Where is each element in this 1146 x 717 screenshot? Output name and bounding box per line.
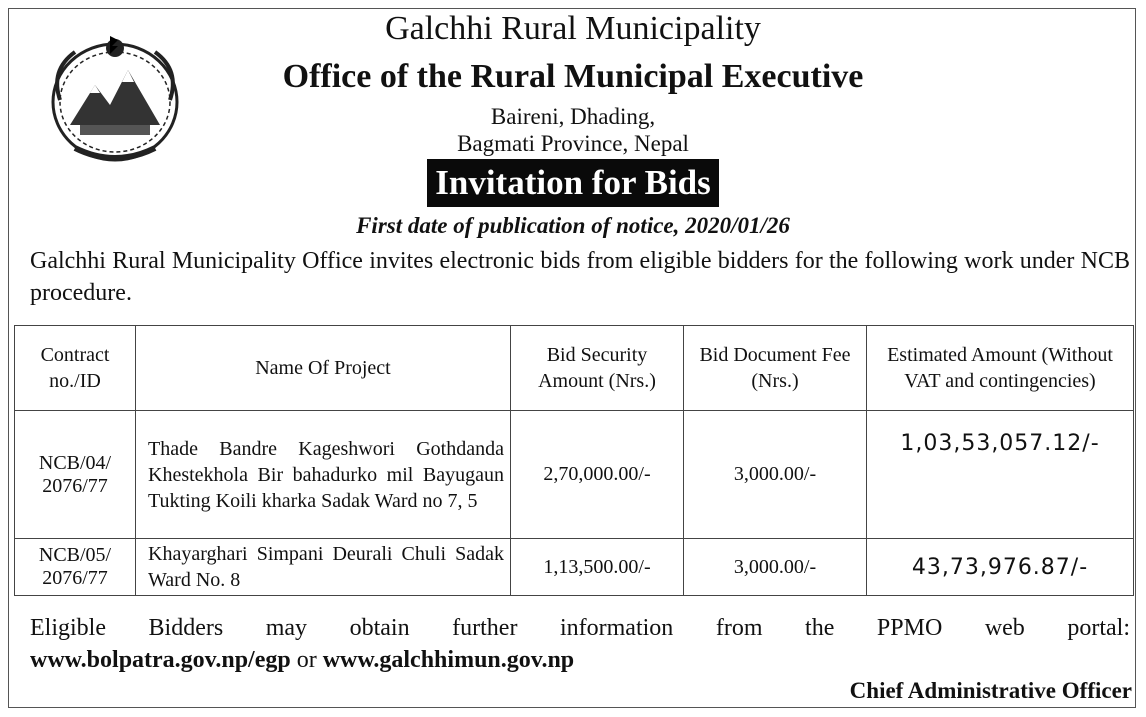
project-name: Khayarghari Simpani Deurali Chuli Sadak Ward No. 8 — [136, 539, 511, 596]
link-connector: or — [296, 647, 317, 673]
bid-security: 1,13,500.00/- — [511, 539, 684, 596]
header-security: Bid Security Amount (Nrs.) — [511, 326, 684, 411]
project-name: Thade Bandre Kageshwori Gothdanda Khestekhola Bir bahadurko mil Bayugaun Tukting Koili kharka Sadak Ward no 7, 5 — [136, 411, 511, 539]
header-project: Name Of Project — [136, 326, 511, 411]
link-bolpatra[interactable]: www.bolpatra.gov.np/egp — [30, 647, 291, 673]
address-line-1: Baireni, Dhading, — [490, 104, 656, 129]
bids-table — [14, 325, 1134, 596]
signer-title: Chief Administrative Officer — [849, 678, 1132, 703]
document-fee: 3,000.00/- — [684, 411, 867, 539]
title-banner — [0, 159, 1146, 207]
contract-id: NCB/04/ 2076/77 — [15, 411, 136, 539]
estimated-amount: 43,73,976.87/- — [867, 539, 1134, 596]
address-line-2: Bagmati Province, Nepal — [457, 131, 689, 156]
municipality-name: Galchhi Rural Municipality — [385, 10, 761, 47]
link-galchhimun[interactable]: www.galchhimun.gov.np — [322, 647, 575, 673]
footer-info: Eligible Bidders may obtain further information from the PPMO web portal: — [30, 615, 1130, 641]
intro-paragraph: Galchhi Rural Municipality Office invites electronic bids from eligible bidders for the following work under NCB procedure. — [30, 248, 1130, 306]
table-header-row — [15, 326, 1134, 411]
publication-date: First date of publication of notice, 2020/01/26 — [356, 213, 790, 238]
bid-security: 2,70,000.00/- — [511, 411, 684, 539]
document-fee: 3,000.00/- — [684, 539, 867, 596]
office-name: Office of the Rural Municipal Executive — [282, 58, 864, 95]
header-fee: Bid Document Fee (Nrs.) — [684, 326, 867, 411]
header-estimate: Estimated Amount (Without VAT and contingencies) — [867, 326, 1134, 411]
contract-id: NCB/05/ 2076/77 — [15, 539, 136, 596]
table-row — [15, 539, 1134, 596]
header-contract: Contract no./ID — [15, 326, 136, 411]
portal-links — [30, 644, 574, 676]
estimated-amount: 1,03,53,057.12/- — [867, 411, 1134, 539]
notice-title: Invitation for Bids — [427, 159, 719, 207]
table-row — [15, 411, 1134, 539]
